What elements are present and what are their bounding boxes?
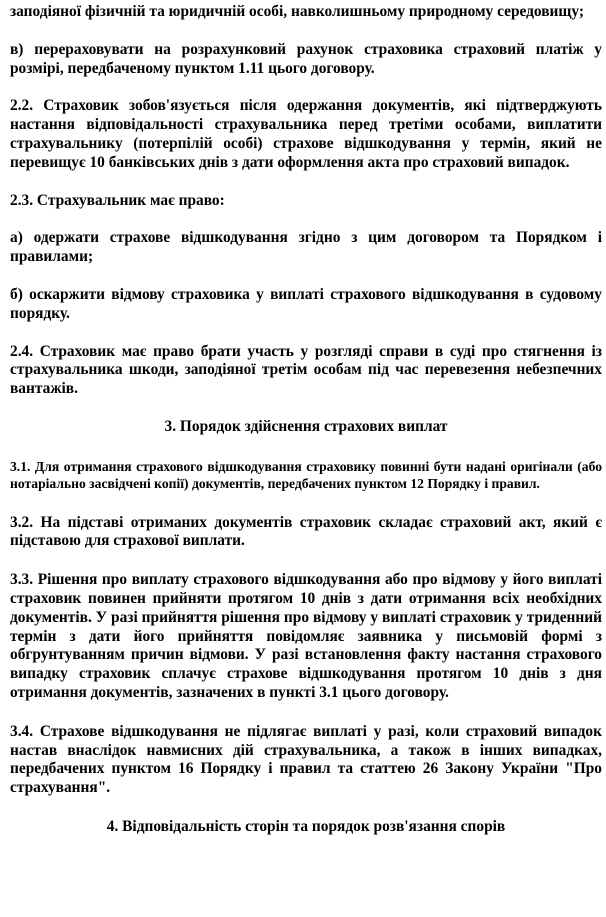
paragraph-2-3-a: а) одержати страхове відшкодування згідно з цим договором та Порядком і правилами; [10, 229, 602, 266]
paragraph-2-3-b: б) оскаржити відмову страховика у виплаті страхового відшкодування в судовому порядку. [10, 285, 602, 322]
paragraph-2-4: 2.4. Страховик має право брати участь у розгляді справи в суді про стягнення із страхувальника шкоди, заподіяної третім особам під час перевезення небезпечних вантажів. [10, 342, 602, 398]
paragraph-3-3: 3.3. Рішення про виплату страхового відшкодування або про відмову у його виплаті страховик повинен прийняти протягом 10 днів з дати отримання всіх необхідних документів. У разі прийняття рішення про відмову у виплаті страховик у триденний термін з дати його прийняття повідомляє заявника у письмовій формі з обгрунтуванням причин відмови. У разі встановлення факту настання страхового випадку страховик сплачує страхове відшкодування протягом 10 днів з дня отримання документів, зазначених в пункті 3.1 цього договору. [10, 571, 602, 701]
paragraph-damage-environment: заподіяної фізичній та юридичній особі, навколишньому природному середовищу; [10, 3, 585, 20]
paragraph-2-3: 2.3. Страхувальник має право: [10, 191, 225, 209]
paragraph-3-1: 3.1. Для отримання страхового відшкодування страховику повинні бути надані оригінали (або нотаріально засвідчені копії) документів, передбачених пунктом 12 Порядку і правил. [10, 458, 602, 492]
paragraph-3-2: 3.2. На підставі отриманих документів страховик складає страховий акт, який є підставою для страхової виплати. [10, 513, 602, 550]
document-page [10, 3, 602, 837]
section-heading-3: 3. Порядок здійснення страхових виплат [164, 417, 448, 435]
paragraph-3-4: 3.4. Страхове відшкодування не підлягає виплаті у разі, коли страховий випадок настав внаслідок навмисних дій страхувальника, а також в інших випадках, передбачених пунктом 16 Порядку і правил та статтею 26 Закону України "Про страхування". [10, 722, 602, 797]
paragraph-2-1-v: в) перераховувати на розрахунковий рахунок страховика страховий платіж у розмірі, передбаченому пунктом 1.11 цього договору. [10, 40, 602, 77]
paragraph-2-2: 2.2. Страховик зобов'язується після одержання документів, які підтверджують настання відповідальності страхувальника перед третіми особами, виплатити страхувальнику (потерпілій особі) страхове відшкодування у термін, який не перевищує 10 банківських днів з дати оформлення акта про страховий випадок. [10, 97, 602, 171]
section-heading-4: 4. Відповідальність сторін та порядок розв'язання спорів [106, 817, 506, 835]
